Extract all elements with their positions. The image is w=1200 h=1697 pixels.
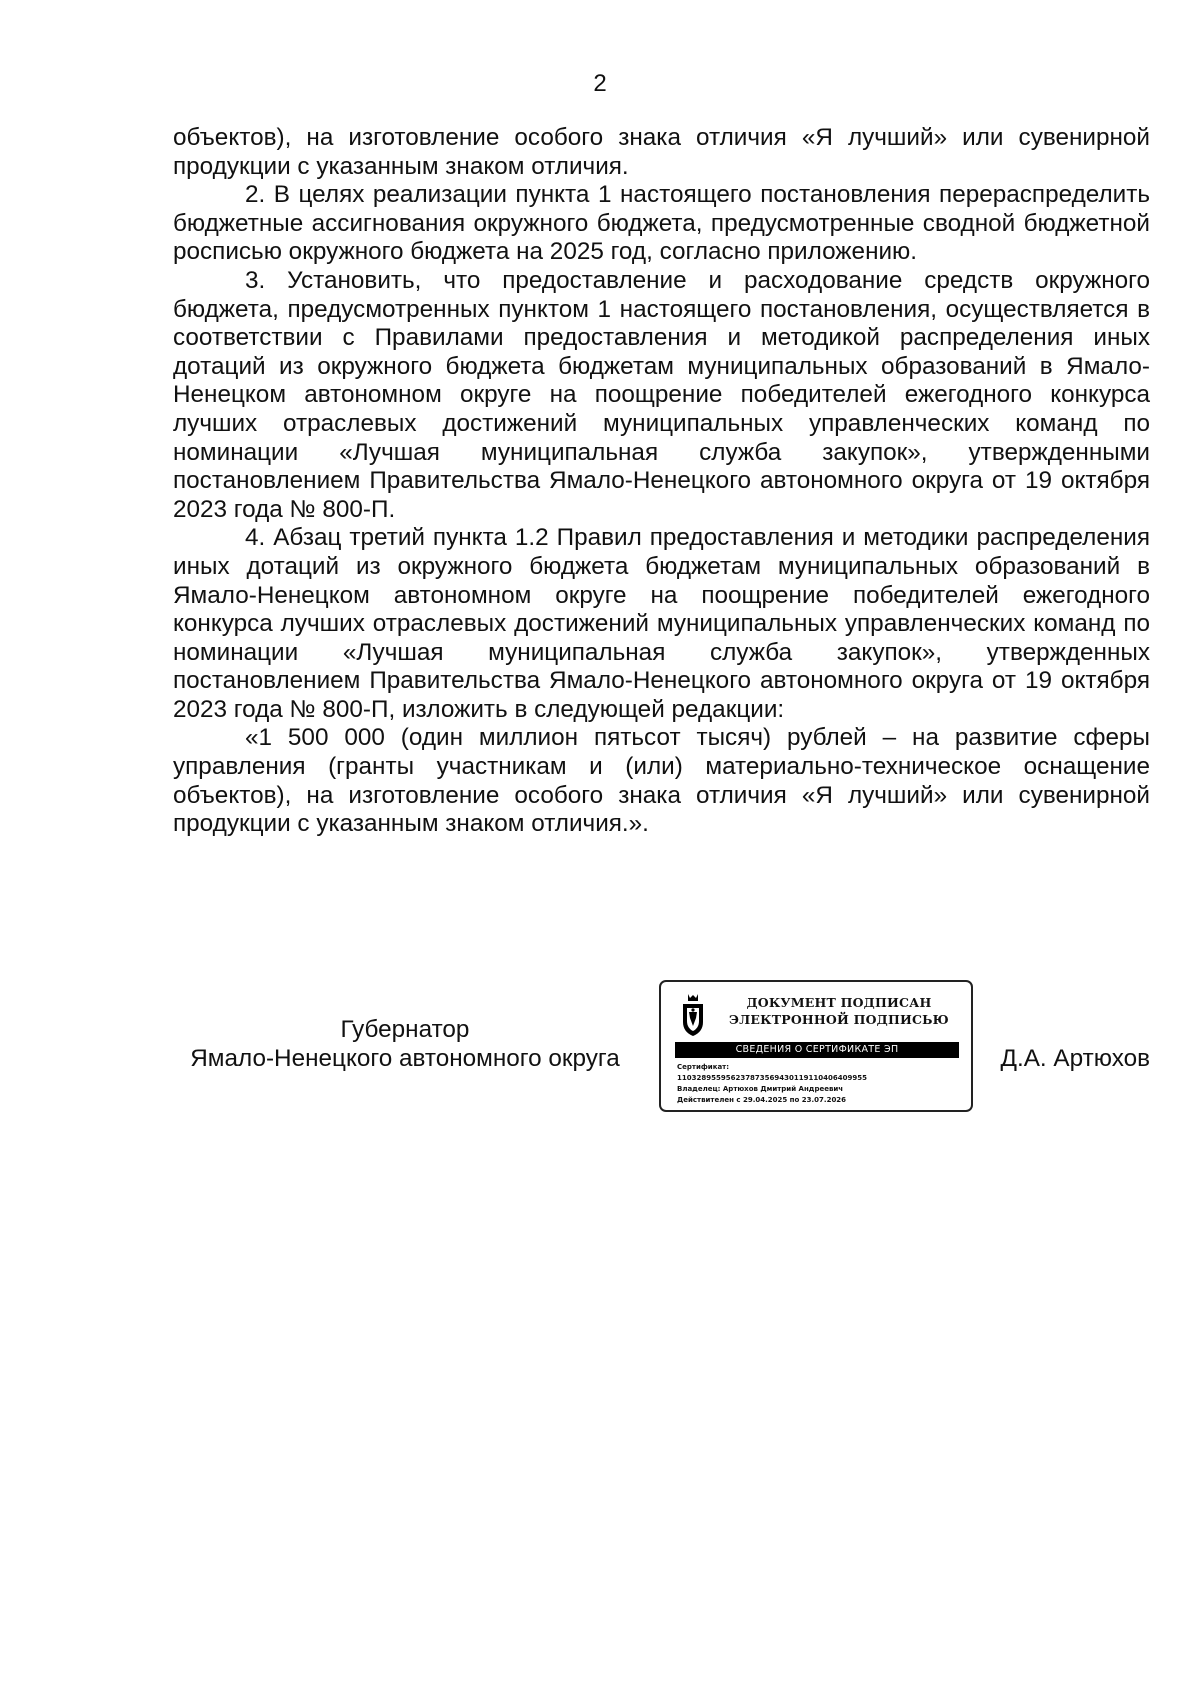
esig-certificate-label: Сертификат: bbox=[677, 1063, 730, 1071]
esig-heading bbox=[719, 994, 959, 1028]
paragraph-continuation: объектов), на изготовление особого знака отличия «Я лучший» или сувенирной продукции с указанным знаком отличия. bbox=[173, 124, 1150, 180]
paragraph-item-2: 2. В целях реализации пункта 1 настоящего постановления перераспределить бюджетные ассигнования окружного бюджета, предусмотренные сводной бюджетной росписью окружного бюджета на 2025 год, согласно приложению. bbox=[173, 181, 1150, 266]
esig-certificate-header: СВЕДЕНИЯ О СЕРТИФИКАТЕ ЭП bbox=[675, 1042, 959, 1058]
esig-heading-line2: ЭЛЕКТРОННОЙ ПОДПИСЬЮ bbox=[729, 1012, 949, 1027]
paragraph-item-4: 4. Абзац третий пункта 1.2 Правил предоставления и методики распределения иных дотаций из окружного бюджета бюджетам муниципальных образований в Ямало-Ненецком автономном округе на поощрение победителей ежегодного конкурса лучших отраслевых достижений муниципальных управленческих команд по номинации «Лучшая муниципальная служба закупок», утвержденных постановлением Правительства Ямало-Ненецкого автономного округа от 19 октября 2023 года № 800-П, изложить в следующей редакции: bbox=[173, 524, 1150, 723]
signature-block bbox=[173, 980, 1150, 1120]
electronic-signature-stamp bbox=[659, 980, 973, 1112]
signer-position bbox=[173, 1016, 637, 1073]
esig-heading-line1: ДОКУМЕНТ ПОДПИСАН bbox=[746, 995, 932, 1010]
esig-certificate-details bbox=[677, 1062, 967, 1106]
signer-position-line1: Губернатор bbox=[340, 1016, 470, 1043]
esig-certificate-number: 110328955956237873569430119110406409955 bbox=[677, 1074, 867, 1082]
coat-of-arms-icon bbox=[679, 992, 707, 1038]
signer-position-line2: Ямало-Ненецкого автономного округа bbox=[190, 1044, 620, 1072]
page-number: 2 bbox=[593, 70, 607, 97]
esig-validity: Действителен с 29.04.2025 по 23.07.2026 bbox=[677, 1096, 847, 1104]
paragraph-quoted-amendment: «1 500 000 (один миллион пятьсот тысяч) рублей – на развитие сферы управления (гранты участникам и (или) материально-техническое оснащение объектов), на изготовление особого знака отличия «Я лучший» или сувенирной продукции с указанным знаком отличия.». bbox=[173, 724, 1150, 838]
signer-name: Д.А. Артюхов bbox=[1000, 1045, 1150, 1072]
document-body bbox=[173, 124, 1150, 839]
esig-owner: Владелец: Артюхов Дмитрий Андреевич bbox=[677, 1085, 844, 1093]
paragraph-item-3: 3. Установить, что предоставление и расходование средств окружного бюджета, предусмотренных пунктом 1 настоящего постановления, осуществляется в соответствии с Правилами предоставления и методикой распределения иных дотаций из окружного бюджета бюджетам муниципальных образований в Ямало-Ненецком автономном округе на поощрение победителей ежегодного конкурса лучших отраслевых достижений муниципальных управленческих команд по номинации «Лучшая муниципальная служба закупок», утвержденными постановлением Правительства Ямало-Ненецкого автономного округа от 19 октября 2023 года № 800-П. bbox=[173, 266, 1150, 523]
